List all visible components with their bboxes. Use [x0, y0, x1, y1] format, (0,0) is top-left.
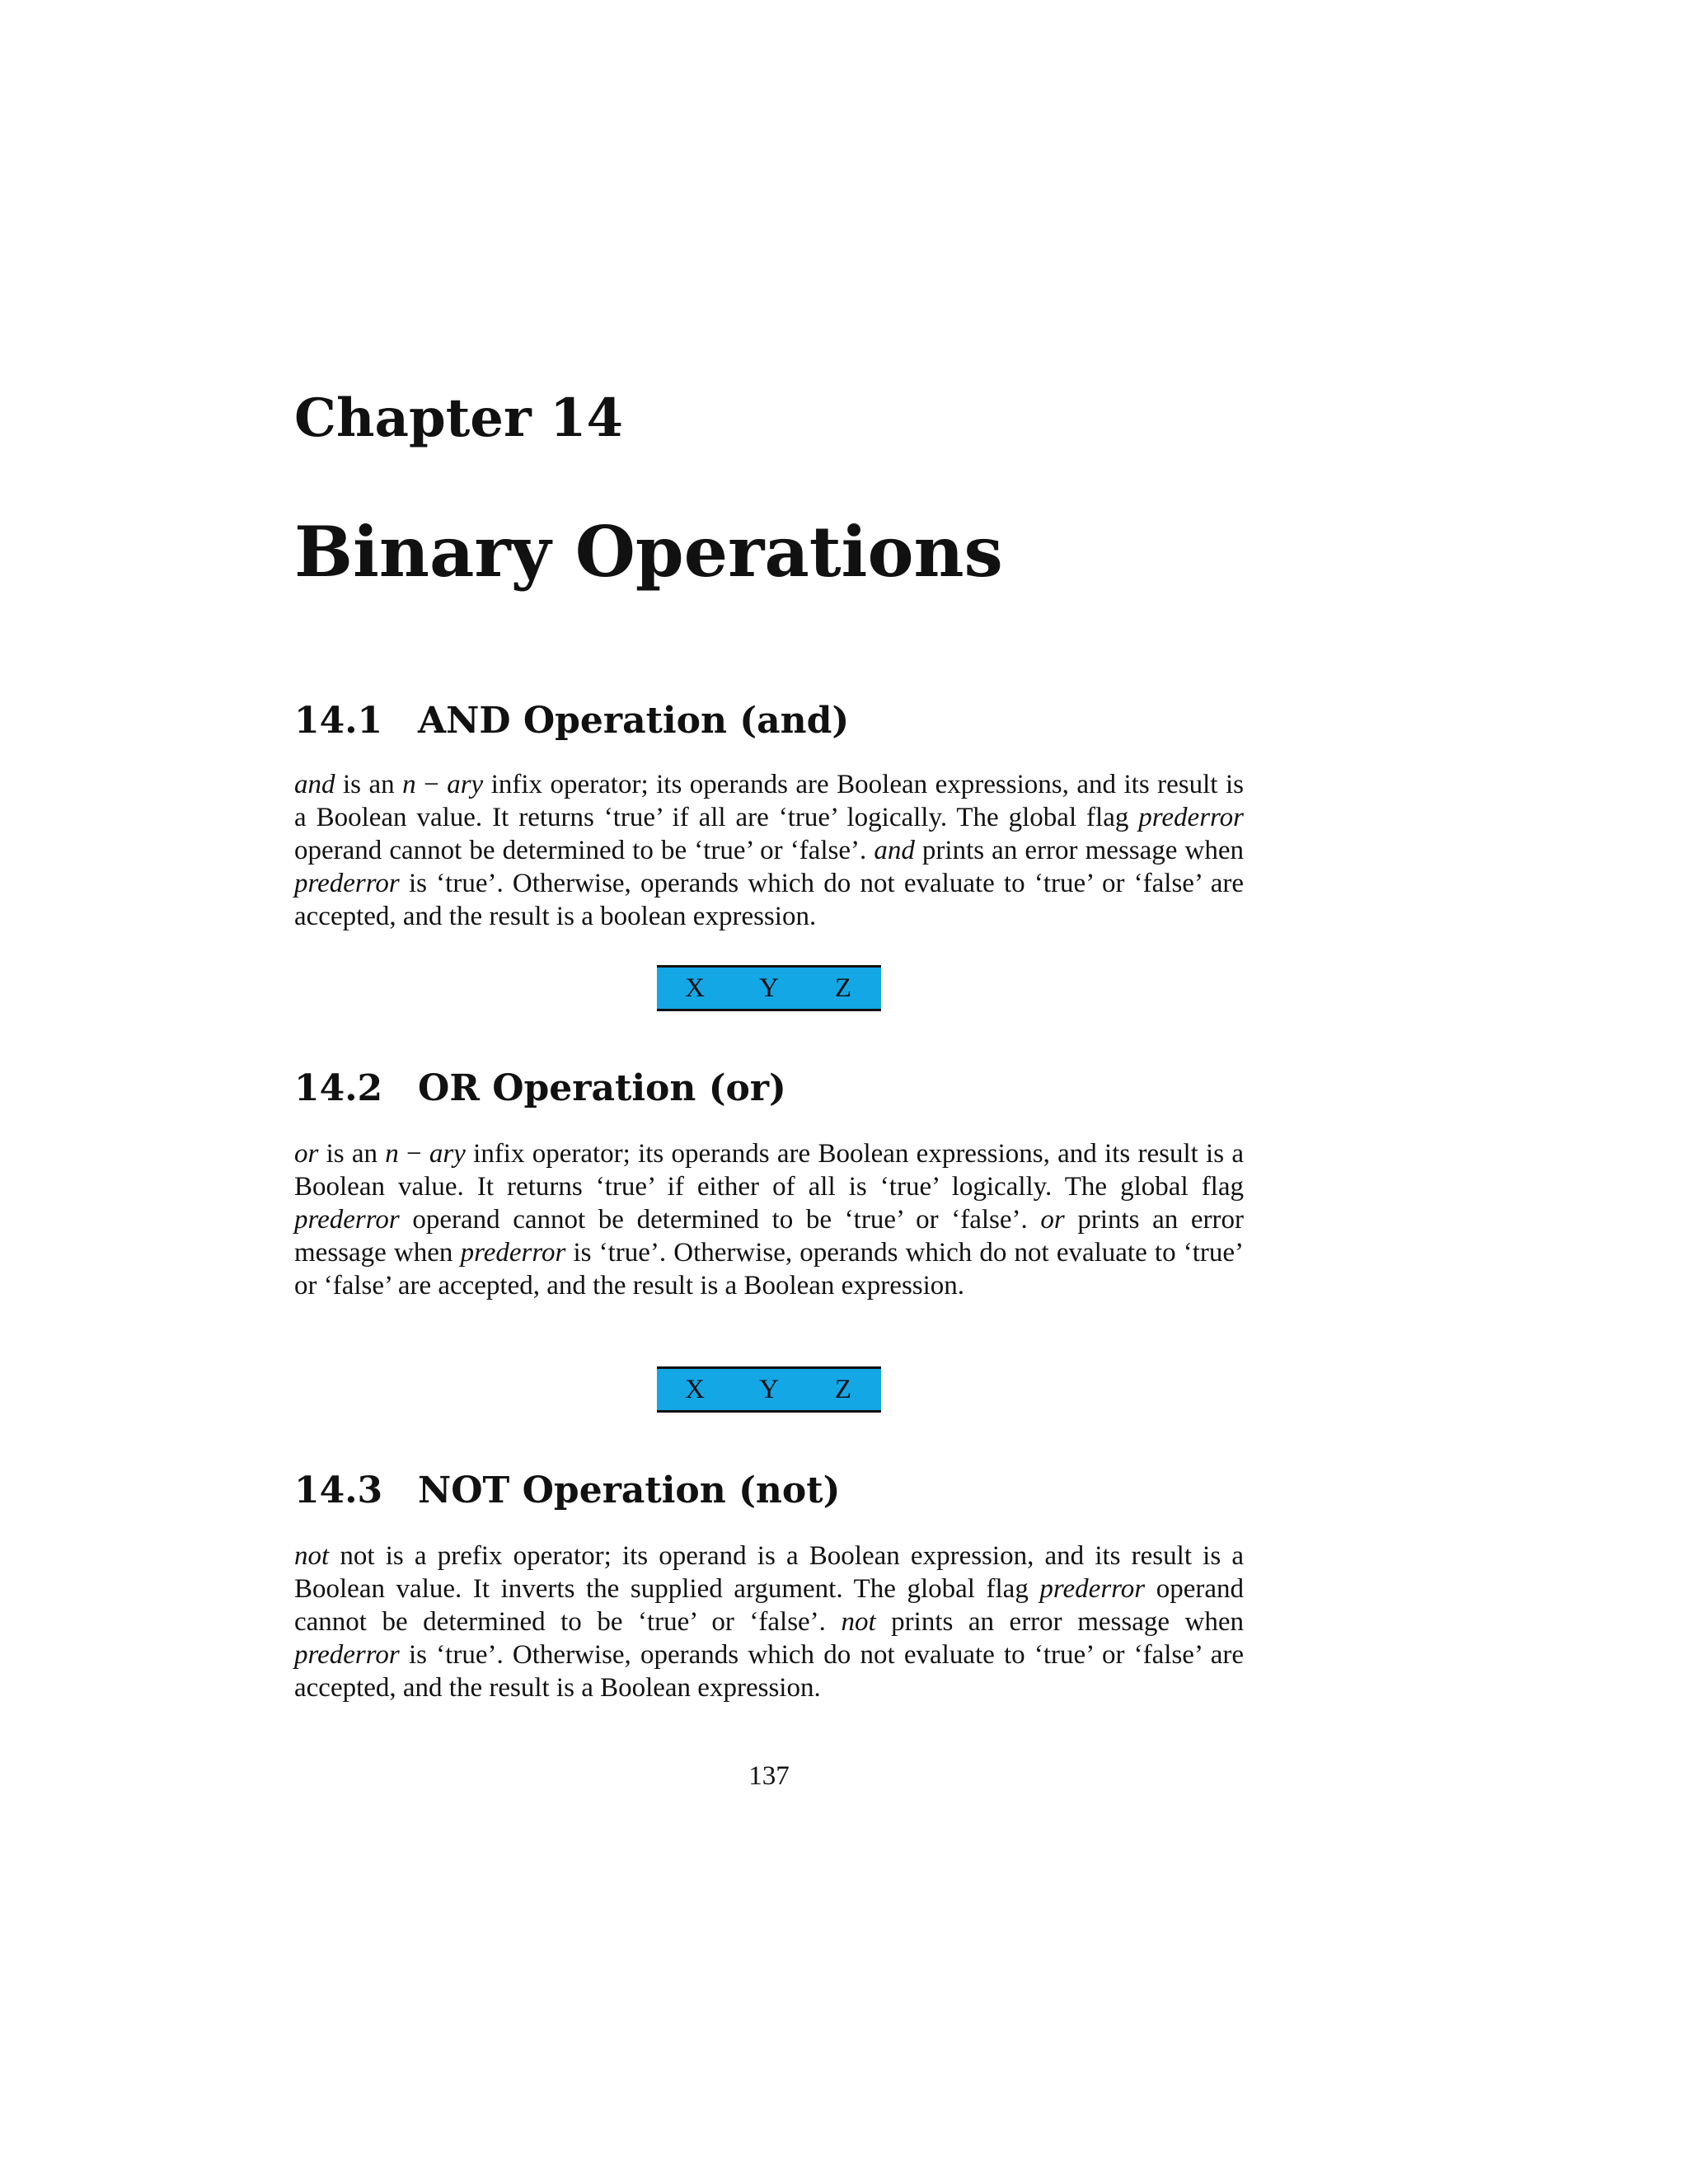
- table-cell: Z: [834, 1374, 852, 1404]
- table-cell: Y: [759, 1374, 779, 1404]
- text-span: is ‘true’. Otherwise, operands which do not evaluate to ‘true’ or ‘false’ are accepted, and the result is a Boolean expression.: [294, 1640, 1244, 1703]
- text-span: prints an error message when: [875, 1607, 1244, 1637]
- section-number: 14.3: [294, 1469, 383, 1511]
- text-span: prints an error message when: [914, 836, 1244, 865]
- section-title: OR Operation (or): [418, 1067, 786, 1109]
- math-minus: −: [398, 1139, 429, 1169]
- section-heading-and: [294, 698, 849, 744]
- flag-name: prederror: [294, 1640, 400, 1670]
- text-span: infix operator; its operands are Boolean expressions, and its result is a Boolean value. It returns ‘true’ if either of all is ‘true’ logically. The global flag: [294, 1139, 1244, 1202]
- section-title: NOT Operation (not): [418, 1469, 841, 1511]
- math-n: n: [402, 770, 416, 799]
- text-span: infix operator; its operands are Boolean expressions, and its result is a Boolean value. It returns ‘true’ if all are ‘true’ logically. The global flag: [294, 770, 1244, 832]
- text-span: is an: [335, 770, 403, 799]
- paragraph-or: [294, 1137, 1244, 1302]
- flag-name: prederror: [1138, 803, 1244, 832]
- text-span: is ‘true’. Otherwise, operands which do not evaluate to ‘true’ or ‘false’ are accepted, and the result is a boolean expression.: [294, 869, 1244, 931]
- text-span: is an: [318, 1139, 386, 1169]
- paragraph-and: [294, 768, 1244, 933]
- operator-name: or: [1040, 1205, 1065, 1235]
- section-number: 14.2: [294, 1067, 383, 1109]
- chapter-title: Binary Operations: [294, 511, 1003, 593]
- operator-name: and: [294, 770, 335, 799]
- text-span: not is a prefix operator; its operand is a Boolean expression, and its result is a Boolean value. It inverts the supplied argument. The global flag: [294, 1541, 1244, 1604]
- operator-name: and: [874, 836, 915, 865]
- math-n: n: [385, 1139, 399, 1169]
- section-number: 14.1: [294, 700, 383, 742]
- text-span: operand cannot be determined to be ‘true’ or ‘false’.: [294, 1574, 1244, 1637]
- flag-name: prederror: [460, 1238, 566, 1268]
- math-ary: ary: [447, 770, 484, 799]
- text-span: operand cannot be determined to be ‘true’ or ‘false’.: [294, 836, 874, 865]
- operator-name: not: [294, 1541, 330, 1571]
- chapter-label: Chapter 14: [294, 387, 624, 449]
- flag-name: prederror: [294, 1205, 400, 1235]
- table-cell: X: [685, 1374, 705, 1404]
- flag-name: prederror: [294, 869, 400, 898]
- text-span: is ‘true’. Otherwise, operands which do not evaluate to ‘true’ or ‘false’ are accepted, and the result is a Boolean expression.: [294, 1238, 1244, 1301]
- table-cell: X: [685, 972, 705, 1003]
- table-cell: Y: [759, 972, 779, 1003]
- section-title: AND Operation (and): [418, 700, 850, 742]
- math-minus: −: [415, 770, 448, 799]
- page-number: 137: [748, 1761, 790, 1791]
- operator-name: not: [841, 1607, 876, 1637]
- xyz-table-and: [657, 965, 881, 1011]
- section-heading-or: [294, 1066, 786, 1112]
- table-cell: Z: [834, 972, 852, 1003]
- operator-name: or: [294, 1139, 319, 1169]
- text-span: prints an error message when: [294, 1205, 1244, 1268]
- math-ary: ary: [429, 1139, 466, 1169]
- text-span: operand cannot be determined to be ‘true’ or ‘false’.: [399, 1205, 1041, 1235]
- section-heading-not: [294, 1468, 840, 1514]
- flag-name: prederror: [1039, 1574, 1146, 1604]
- paragraph-not: [294, 1540, 1244, 1704]
- xyz-table-or: [657, 1366, 881, 1413]
